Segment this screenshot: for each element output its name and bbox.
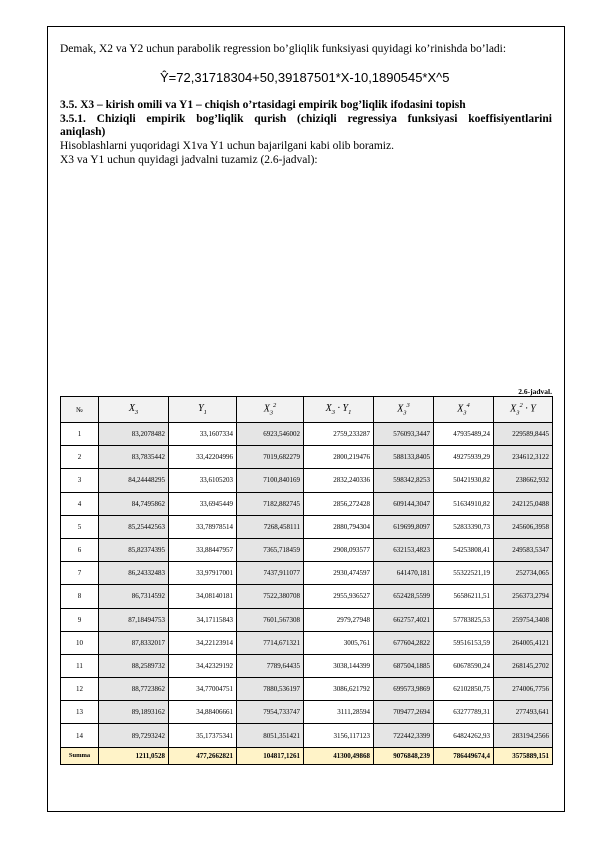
heading-word: koeffisiyentlarini [468, 113, 552, 125]
table-cell: 238662,932 [494, 469, 553, 492]
table-cell: 60678590,24 [434, 654, 494, 677]
summa-cell: 477,2662821 [169, 747, 237, 764]
table-cell: 33,6105203 [169, 469, 237, 492]
table-cell: 34,88406661 [169, 701, 237, 724]
table-cell: 85,82374395 [99, 538, 169, 561]
table-row [61, 562, 553, 585]
summa-cell: 3575889,151 [494, 747, 553, 764]
table-cell: 709477,2694 [374, 701, 434, 724]
table-cell: 7365,718459 [237, 538, 304, 561]
heading-word: Chiziqli [96, 113, 136, 125]
table-cell: 83,7835442 [99, 446, 169, 469]
table-cell: 57783825,53 [434, 608, 494, 631]
table-cell: 662757,4021 [374, 608, 434, 631]
table-caption: 2.6-jadval. [518, 387, 552, 396]
heading-word: funksiyasi [407, 113, 458, 125]
table-cell: 722442,3399 [374, 724, 434, 747]
table-cell: 52833390,73 [434, 515, 494, 538]
heading-word: 3.5.1. [60, 113, 86, 125]
table-cell: 277493,641 [494, 701, 553, 724]
table-cell: 34,77004751 [169, 678, 237, 701]
row-number-cell: 3 [61, 469, 99, 492]
header-y1: $Y_1$ [169, 397, 237, 423]
summa-row [61, 747, 553, 764]
table-cell: 2908,093577 [304, 538, 374, 561]
paragraph-2: X3 va Y1 uchun quyidagi jadvalni tuzamiz (2.6-jadval): [60, 154, 318, 166]
row-number-cell: 8 [61, 585, 99, 608]
table-cell: 2979,27948 [304, 608, 374, 631]
table-cell: 264005,4121 [494, 631, 553, 654]
table-cell: 245606,3958 [494, 515, 553, 538]
header-x3-times-y1: $X_3 \cdot Y_1$ [304, 397, 374, 423]
summa-label: Summa [61, 747, 99, 764]
table-cell: 83,2078482 [99, 423, 169, 446]
table-cell: 8051,351421 [237, 724, 304, 747]
table-cell: 33,97917001 [169, 562, 237, 585]
row-number-cell: 9 [61, 608, 99, 631]
table-cell: 6923,546002 [237, 423, 304, 446]
table-row [61, 492, 553, 515]
row-number-cell: 14 [61, 724, 99, 747]
table-cell: 598342,8253 [374, 469, 434, 492]
data-table-2-6 [60, 396, 553, 765]
table-cell: 55322521,19 [434, 562, 494, 585]
table-cell: 87,8332017 [99, 631, 169, 654]
header-x3-fourth: $X_3^4$ [434, 397, 494, 423]
table-cell: 33,78978514 [169, 515, 237, 538]
table-cell: 2856,272428 [304, 492, 374, 515]
table-cell: 687504,1885 [374, 654, 434, 677]
table-header-row [61, 397, 553, 423]
table-cell: 3038,144399 [304, 654, 374, 677]
heading-word: bog’liqlik [196, 113, 244, 125]
table-cell: 2880,794304 [304, 515, 374, 538]
table-cell: 34,42329192 [169, 654, 237, 677]
table-cell: 34,17115843 [169, 608, 237, 631]
table-cell: 51634910,82 [434, 492, 494, 515]
table-row [61, 608, 553, 631]
table-cell: 62102850,75 [434, 678, 494, 701]
header-number: № [61, 397, 99, 423]
table-cell: 652428,5599 [374, 585, 434, 608]
table-cell: 56586211,51 [434, 585, 494, 608]
table-cell: 2800,219476 [304, 446, 374, 469]
table-cell: 588133,8405 [374, 446, 434, 469]
table-cell: 576093,3447 [374, 423, 434, 446]
summa-cell: 104817,1261 [237, 747, 304, 764]
table-cell: 7601,567308 [237, 608, 304, 631]
row-number-cell: 7 [61, 562, 99, 585]
header-x3-cubed: $X_3^3$ [374, 397, 434, 423]
table-cell: 7019,682279 [237, 446, 304, 469]
table-cell: 229589,8445 [494, 423, 553, 446]
table-cell: 677604,2822 [374, 631, 434, 654]
header-x3-squared: $X_3^2$ [237, 397, 304, 423]
table-cell: 7522,380708 [237, 585, 304, 608]
table-cell: 89,7293242 [99, 724, 169, 747]
header-x3: $X_3$ [99, 397, 169, 423]
table-cell: 34,22123914 [169, 631, 237, 654]
table-cell: 632153,4823 [374, 538, 434, 561]
table-row [61, 538, 553, 561]
table-cell: 49275939,29 [434, 446, 494, 469]
table-cell: 7880,536197 [237, 678, 304, 701]
table-cell: 86,24332483 [99, 562, 169, 585]
table-cell: 84,7495862 [99, 492, 169, 515]
table-cell: 63277789,31 [434, 701, 494, 724]
table-cell: 3086,621792 [304, 678, 374, 701]
table-cell: 84,24448295 [99, 469, 169, 492]
table-cell: 54253808,41 [434, 538, 494, 561]
table-cell: 86,7314592 [99, 585, 169, 608]
table-cell: 7437,911077 [237, 562, 304, 585]
table-cell: 256373,2794 [494, 585, 553, 608]
table-row [61, 631, 553, 654]
table-cell: 89,1893162 [99, 701, 169, 724]
table-cell: 274006,7756 [494, 678, 553, 701]
summa-cell: 1211,0528 [99, 747, 169, 764]
table-cell: 619699,8097 [374, 515, 434, 538]
table-row [61, 515, 553, 538]
section-heading-3-5: 3.5. X3 – kirish omili va Y1 – chiqish o’rtasidagi empirik bog’liqlik ifodasini topish [60, 99, 466, 111]
table-cell: 7100,840169 [237, 469, 304, 492]
table-cell: 252734,065 [494, 562, 553, 585]
table-cell: 641470,181 [374, 562, 434, 585]
table-cell: 34,08140181 [169, 585, 237, 608]
paragraph-1: Hisoblashlarni yuqoridagi X1va Y1 uchun bajarilgani kabi olib boramiz. [60, 140, 394, 152]
table-cell: 3156,117123 [304, 724, 374, 747]
heading-word: empirik [146, 113, 186, 125]
table-cell: 234612,3122 [494, 446, 553, 469]
table-cell: 50421930,82 [434, 469, 494, 492]
table-cell: 7789,64435 [237, 654, 304, 677]
row-number-cell: 2 [61, 446, 99, 469]
row-number-cell: 11 [61, 654, 99, 677]
table-row [61, 724, 553, 747]
table-cell: 88,7723862 [99, 678, 169, 701]
table-cell: 33,1607334 [169, 423, 237, 446]
section-heading-3-5-1-tail: aniqlash) [60, 126, 106, 138]
heading-word: qurish [254, 113, 287, 125]
table-cell: 33,42204996 [169, 446, 237, 469]
section-heading-3-5-1 [60, 113, 552, 126]
table-cell: 7182,882745 [237, 492, 304, 515]
table-cell: 249583,5347 [494, 538, 553, 561]
table-cell: 87,18494753 [99, 608, 169, 631]
table-cell: 33,88447957 [169, 538, 237, 561]
table-cell: 2759,233287 [304, 423, 374, 446]
table-cell: 609144,3047 [374, 492, 434, 515]
table-cell: 64824262,93 [434, 724, 494, 747]
summa-cell: 9076848,239 [374, 747, 434, 764]
row-number-cell: 12 [61, 678, 99, 701]
table-cell: 2955,936527 [304, 585, 374, 608]
table-cell: 7714,671321 [237, 631, 304, 654]
table-row [61, 423, 553, 446]
table-cell: 7954,733747 [237, 701, 304, 724]
intro-line: Demak, X2 va Y2 uchun parabolik regression bo’gliqlik funksiyasi quyidagi ko’rinishda bo’ladi: [60, 43, 507, 55]
row-number-cell: 1 [61, 423, 99, 446]
table-cell: 85,25442563 [99, 515, 169, 538]
table-row [61, 469, 553, 492]
table-cell: 47935489,24 [434, 423, 494, 446]
table-cell: 259754,3408 [494, 608, 553, 631]
table-cell: 268145,2702 [494, 654, 553, 677]
table-cell: 88,2589732 [99, 654, 169, 677]
table-cell: 7268,458111 [237, 515, 304, 538]
table-row [61, 446, 553, 469]
heading-word: (chiziqli [297, 113, 337, 125]
table-cell: 2930,474597 [304, 562, 374, 585]
table-row [61, 654, 553, 677]
row-number-cell: 4 [61, 492, 99, 515]
table-cell: 3005,761 [304, 631, 374, 654]
table-cell: 283194,2566 [494, 724, 553, 747]
regression-formula: Ŷ=72,31718304+50,39187501*X-10,1890545*X^5 [160, 70, 450, 85]
summa-cell: 786449674,4 [434, 747, 494, 764]
table-cell: 242125,0488 [494, 492, 553, 515]
row-number-cell: 13 [61, 701, 99, 724]
table-cell: 2832,240336 [304, 469, 374, 492]
table-row [61, 678, 553, 701]
row-number-cell: 10 [61, 631, 99, 654]
header-x3-squared-times-y: $X_3^2 \cdot Y$ [494, 397, 553, 423]
table-row [61, 701, 553, 724]
table-cell: 699573,9869 [374, 678, 434, 701]
table-cell: 59516153,59 [434, 631, 494, 654]
table-cell: 35,17375341 [169, 724, 237, 747]
table-row [61, 585, 553, 608]
heading-word: regressiya [347, 113, 397, 125]
summa-cell: 41300,49868 [304, 747, 374, 764]
row-number-cell: 5 [61, 515, 99, 538]
row-number-cell: 6 [61, 538, 99, 561]
table-cell: 33,6945449 [169, 492, 237, 515]
table-cell: 3111,28594 [304, 701, 374, 724]
